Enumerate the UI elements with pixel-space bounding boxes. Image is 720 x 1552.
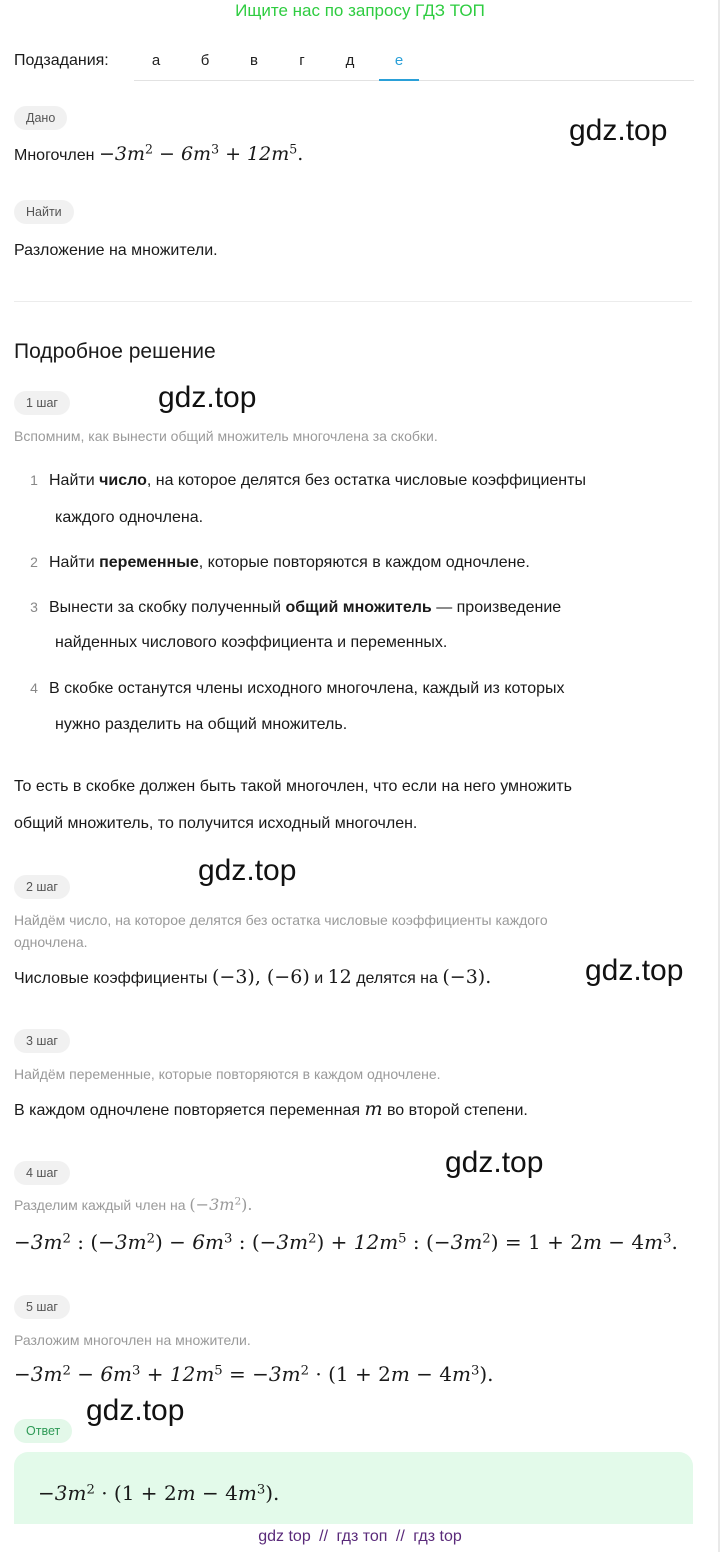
given-prefix: Многочлен (14, 147, 95, 164)
watermark: gdz.top (198, 854, 297, 887)
footer-separator: // (395, 1528, 405, 1545)
answer-expression: $-3m^2 \cdot (1 + 2m - 4m^3)$. (38, 1481, 280, 1505)
given-statement (14, 143, 303, 167)
step-1-chip: 1 шаг (14, 391, 70, 415)
step-3-chip: 3 шаг (14, 1029, 70, 1053)
step-4-chip: 4 шаг (14, 1161, 70, 1185)
footer-links (0, 1526, 720, 1548)
step-2-hint-cont: одночлена. (14, 934, 88, 950)
step-2-text: Числовые коэффициенты (−3), (−6) и 12 делятся на (−3). (14, 966, 492, 988)
footer-link[interactable]: гдз top (413, 1528, 462, 1545)
list-item-cont: найденных числового коэффициента и переменных. (55, 634, 448, 651)
step-4-hint: Разделим каждый член на $(-3m^2)$. (14, 1195, 253, 1214)
step-2-chip: 2 шаг (14, 875, 70, 899)
list-number: 1 (30, 472, 38, 488)
given-polynomial: $-3m^2 - 6m^3 + 12m^5$. (98, 141, 304, 165)
tab-v[interactable]: в (250, 52, 258, 69)
tab-b[interactable]: б (200, 52, 210, 69)
tab-g[interactable]: г (299, 52, 305, 69)
list-item: Найти переменные, которые повторяются в каждом одночлене. (49, 554, 530, 571)
list-number: 2 (30, 554, 38, 570)
watermark: gdz.top (158, 381, 257, 414)
list-item-cont: каждого одночлена. (55, 509, 204, 526)
watermark: gdz.top (569, 114, 668, 147)
search-banner: Ищите нас по запросу ГДЗ ТОП (235, 1, 485, 20)
watermark: gdz.top (585, 954, 684, 987)
tab-e[interactable]: е (379, 48, 419, 81)
step-5-equation: $-3m^2 - 6m^3 + 12m^5 = -3m^2 \cdot (1 + 2m - 4m^3)$. (14, 1362, 494, 1386)
step-4-equation: $-3m^2$ : $(-3m^2) - 6m^3$ : $(-3m^2) + 12m^5$ : $(-3m^2) = 1 + 2m - 4m^3$. (14, 1230, 678, 1254)
footer-link[interactable]: гдз топ (336, 1528, 388, 1545)
list-number: 3 (30, 599, 38, 615)
tab-a[interactable]: а (151, 52, 161, 69)
given-chip: Дано (14, 106, 67, 130)
step-1-paragraph: То есть в скобке должен быть такой многочлен, что если на него умножить (14, 778, 572, 795)
find-text: Разложение на множители. (14, 242, 218, 259)
answer-chip: Ответ (14, 1419, 72, 1443)
solution-title: Подробное решение (14, 340, 216, 363)
subtasks-label: Подзадания: (14, 52, 109, 69)
step-2-hint: Найдём число, на которое делятся без остатка числовые коэффициенты каждого (14, 912, 548, 928)
list-number: 4 (30, 680, 38, 696)
list-item-cont: нужно разделить на общий множитель. (55, 716, 348, 733)
footer-link[interactable]: gdz top (258, 1528, 311, 1545)
section-divider (14, 301, 692, 302)
tab-d[interactable]: д (345, 52, 355, 69)
watermark: gdz.top (445, 1146, 544, 1179)
footer-separator: // (319, 1528, 329, 1545)
step-5-hint: Разложим многочлен на множители. (14, 1332, 251, 1348)
list-item: Вынести за скобку полученный общий множитель — произведение (49, 599, 562, 616)
step-1-paragraph-cont: общий множитель, то получится исходный многочлен. (14, 815, 418, 832)
find-chip: Найти (14, 200, 74, 224)
list-item: Найти число, на которое делятся без остатка числовые коэффициенты (49, 472, 586, 489)
watermark: gdz.top (86, 1394, 185, 1427)
list-item: В скобке останутся члены исходного многочлена, каждый из которых (49, 680, 565, 697)
subtask-tabs (134, 48, 694, 81)
step-1-hint: Вспомним, как вынести общий множитель многочлена за скобки. (14, 428, 438, 444)
step-3-text: В каждом одночлене повторяется переменная m во второй степени. (14, 1098, 528, 1120)
step-5-chip: 5 шаг (14, 1295, 70, 1319)
step-3-hint: Найдём переменные, которые повторяются в каждом одночлене. (14, 1066, 441, 1082)
